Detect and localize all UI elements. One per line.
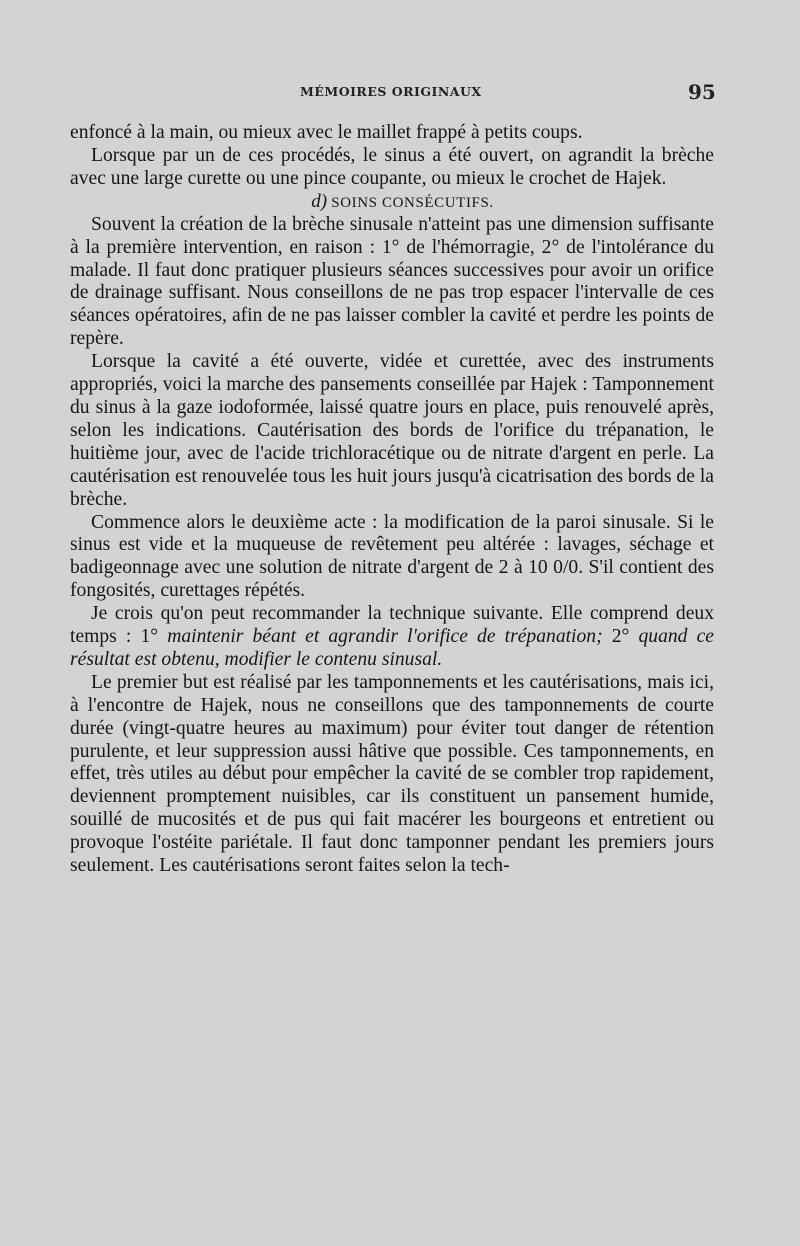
section-letter: d) bbox=[311, 190, 328, 212]
paragraph: Lorsque par un de ces procédés, le sinus a été ouvert, on agrandit la brèche avec une large curette ou une pince coupante, ou mieux le crochet de Hajek. bbox=[70, 144, 714, 189]
paragraph-technique bbox=[70, 603, 714, 672]
paragraph: Commence alors le deuxième acte : la modification de la paroi sinusale. Si le sinus est vide et la muqueuse de revêtement peu altérée : lavages, séchage et badigeonnage avec une solution de nitrate d'argent de 2 à 10 0/0. S'il contient des fongosités, curettages répétés. bbox=[70, 511, 714, 602]
section-heading bbox=[70, 191, 714, 214]
paragraph: Le premier but est réalisé par les tamponnements et les cautérisations, mais ici, à l'encontre de Hajek, nous ne conseillons que des tamponnements de courte durée (vingt-quatre heures au maximum) pour éviter tout danger de rétention purulente, et leur suppression aussi hâtive que possible. Ces tamponnements, en effet, très utiles au début pour empêcher la cavité de se combler trop rapidement, deviennent promptement nuisibles, car ils constituent un pansement humide, souillé de mucosités et de pus qui fait macérer les bourgeons et entretient ou provoque l'ostéite pariétale. Il faut donc tamponner pendant les premiers jours seulement. Les cautérisations seront faites selon la tech- bbox=[70, 671, 714, 877]
italic-text: quand ce résultat est obtenu, modifier le contenu sinusal. bbox=[70, 626, 714, 670]
page-header bbox=[0, 80, 800, 104]
italic-text: maintenir béant et agrandir l'orifice de trépanation; bbox=[167, 626, 603, 648]
paragraph-text: 2° bbox=[611, 626, 630, 648]
page-number: 95 bbox=[688, 80, 716, 104]
paragraph-text: Je crois qu'on peut recommander la technique suivante. Elle comprend deux temps : 1° bbox=[70, 603, 714, 648]
section-title: SOINS CONSÉCUTIFS. bbox=[331, 194, 494, 211]
paragraph: Souvent la création de la brèche sinusale n'atteint pas une dimension suffisante à la première intervention, en raison : 1° de l'hémorragie, 2° de l'intolérance du malade. Il faut donc pratiquer plusieurs séances successives pour avoir un orifice de drainage suffisant. Nous conseillons de ne pas trop espacer l'intervalle de ces séances opératoires, afin de ne pas laisser combler la cavité et perdre les points de repère. bbox=[70, 213, 714, 350]
running-title: MÉMOIRES ORIGINAUX bbox=[300, 84, 482, 99]
paragraph: Lorsque la cavité a été ouverte, vidée et curettée, avec des instruments appropriés, voici la marche des pansements conseillée par Hajek : Tamponnement du sinus à la gaze iodoformée, laissé quatre jours en place, puis renouvelé après, selon les indications. Cautérisation des bords de l'orifice du trépanation, le huitième jour, avec de l'acide trichloracétique ou de nitrate d'argent en perle. La cautérisation est renouvelée tous les huit jours jusqu'à cicatrisation des bords de la brèche. bbox=[70, 351, 714, 510]
body-text bbox=[70, 122, 714, 878]
paragraph-continuation: enfoncé à la main, ou mieux avec le maillet frappé à petits coups. bbox=[70, 122, 583, 143]
